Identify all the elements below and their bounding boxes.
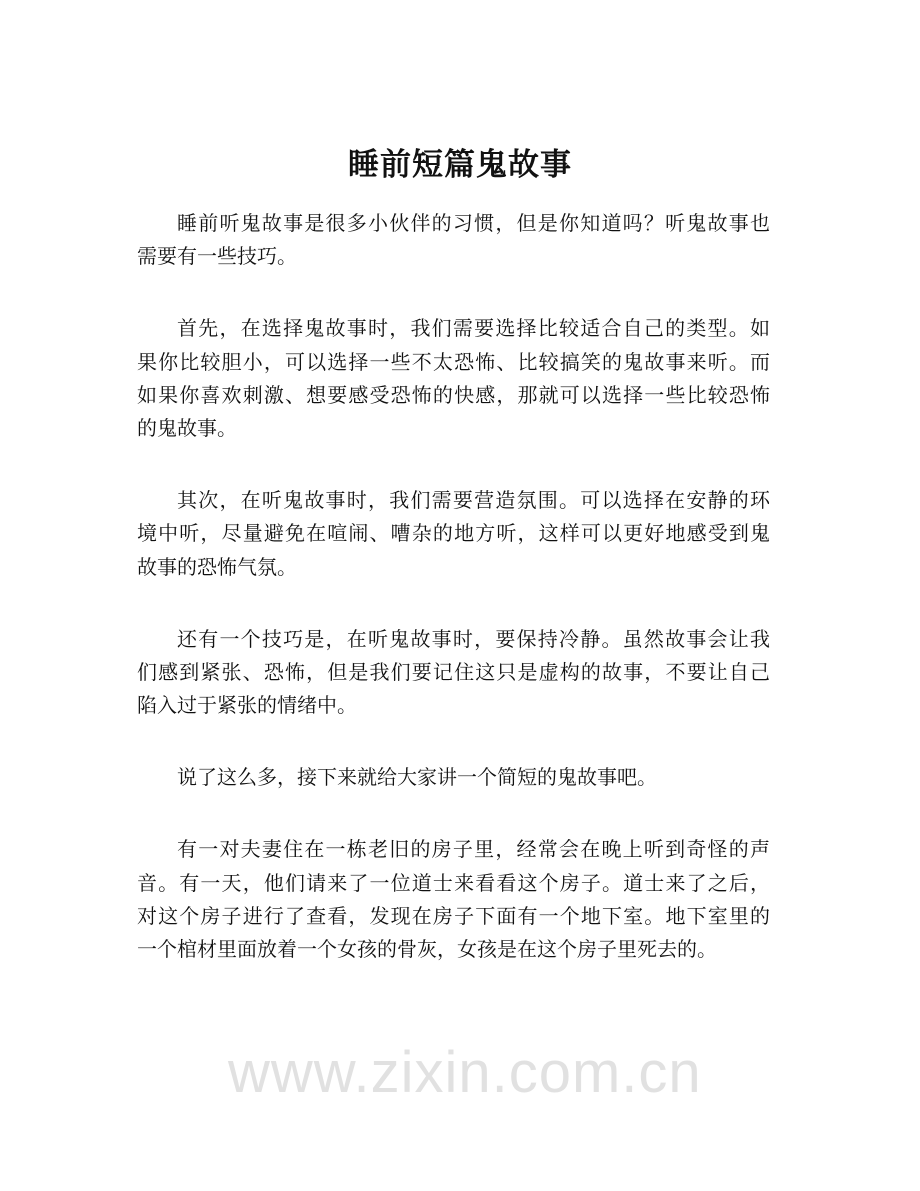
paragraph-line: 说了这么多，接下来就给大家讲一个简短的鬼故事吧。 [177, 765, 657, 790]
paragraph-line: 需要有一些技巧。 [137, 244, 297, 269]
paragraph-line: 境中听，尽量避免在喧闹、嘈杂的地方听，这样可以更好地感受到鬼 [137, 521, 770, 546]
paragraph [137, 833, 770, 966]
paragraph [137, 761, 770, 794]
document-title: 睡前短篇鬼故事 [348, 147, 572, 183]
paragraph-line: 其次，在听鬼故事时，我们需要营造氛围。可以选择在安静的环 [177, 488, 770, 513]
paragraph [137, 623, 770, 723]
paragraph-line: 首先，在选择鬼故事时，我们需要选择比较适合自己的类型。如 [177, 316, 770, 341]
paragraph-line: 有一对夫妻住在一栋老旧的房子里，经常会在晚上听到奇怪的声 [177, 837, 770, 862]
paragraph [137, 207, 770, 273]
paragraph-line: 们感到紧张、恐怖，但是我们要记住这只是虚构的故事，不要让自己 [137, 659, 770, 684]
paragraph-line: 故事的恐怖气氛。 [137, 554, 297, 579]
watermark: www.zixin.com.cn [228, 1040, 702, 1105]
paragraph-line: 陷入过于紧张的情绪中。 [137, 693, 357, 718]
paragraph-line: 果你比较胆小，可以选择一些不太恐怖、比较搞笑的鬼故事来听。而 [137, 349, 770, 374]
paragraph-line: 的鬼故事。 [137, 415, 237, 440]
paragraph-line: 一个棺材里面放着一个女孩的骨灰，女孩是在这个房子里死去的。 [137, 937, 717, 961]
paragraph-line: 如果你喜欢刺激、想要感受恐怖的快感，那就可以选择一些比较恐怖 [137, 382, 770, 407]
paragraph-line: 对这个房子进行了查看，发现在房子下面有一个地下室。地下室里的 [137, 903, 770, 928]
paragraph [137, 312, 770, 445]
paragraph-line: 还有一个技巧是，在听鬼故事时，要保持冷静。虽然故事会让我 [177, 626, 770, 651]
document-body [137, 207, 770, 1005]
paragraph [137, 484, 770, 584]
paragraph-line: 音。有一天，他们请来了一位道士来看看这个房子。道士来了之后， [137, 870, 770, 895]
paragraph-line: 睡前听鬼故事是很多小伙伴的习惯，但是你知道吗？听鬼故事也 [177, 211, 770, 235]
